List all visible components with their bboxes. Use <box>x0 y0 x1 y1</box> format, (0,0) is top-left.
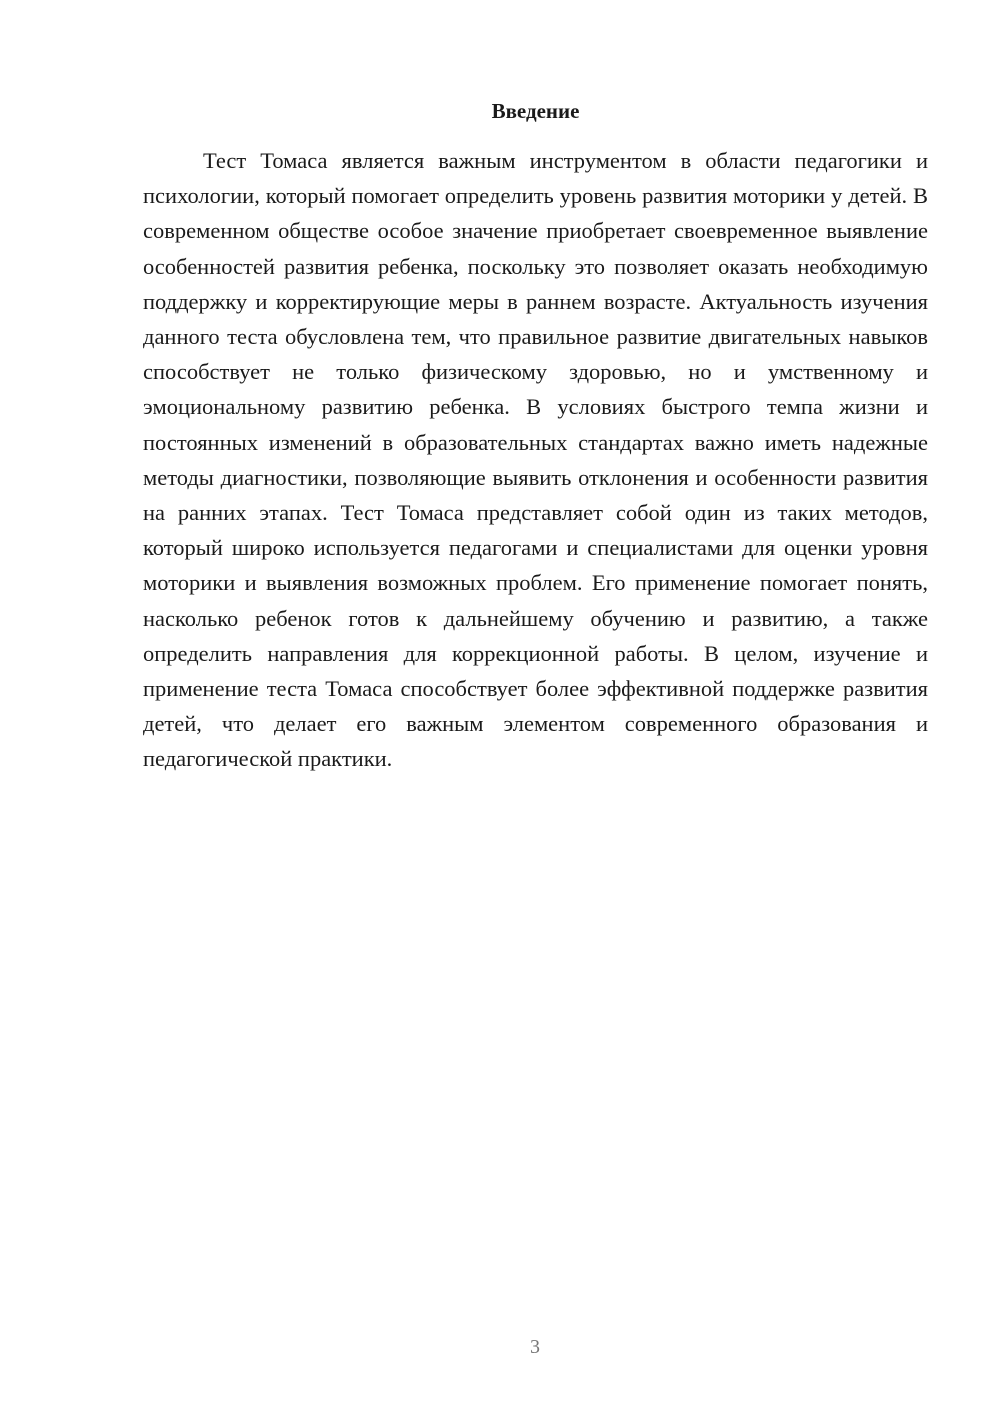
page-number: 3 <box>530 1336 540 1358</box>
section-title: Введение <box>491 99 580 123</box>
body-paragraph: Тест Томаса является важным инструментом в области педагогики и психологии, который помогает определить уровень развития моторики у детей. В современном обществе особое значение приобретает своевременное выявление особенностей развития ребенка, поскольку это позволяет оказать необходимую поддержку и корректирующие меры в раннем возрасте. Актуальность изучения данного теста обусловлена тем, что правильное развитие двигательных навыков способствует не только физическому здоровью, но и умственному и эмоциональному развитию ребенка. В условиях быстрого темпа жизни и постоянных изменений в образовательных стандартах важно иметь надежные методы диагностики, позволяющие выявить отклонения и особенности развития на ранних этапах. Тест Томаса представляет собой один из таких методов, который широко используется педагогами и специалистами для оценки уровня моторики и выявления возможных проблем. Его применение помогает понять, насколько ребенок готов к дальнейшему обучению и развитию, а также определить направления для коррекционной работы. В целом, изучение и применение теста Томаса способствует более эффективной поддержке развития детей, что делает его важным элементом современного образования и педагогической практики. <box>143 148 928 772</box>
